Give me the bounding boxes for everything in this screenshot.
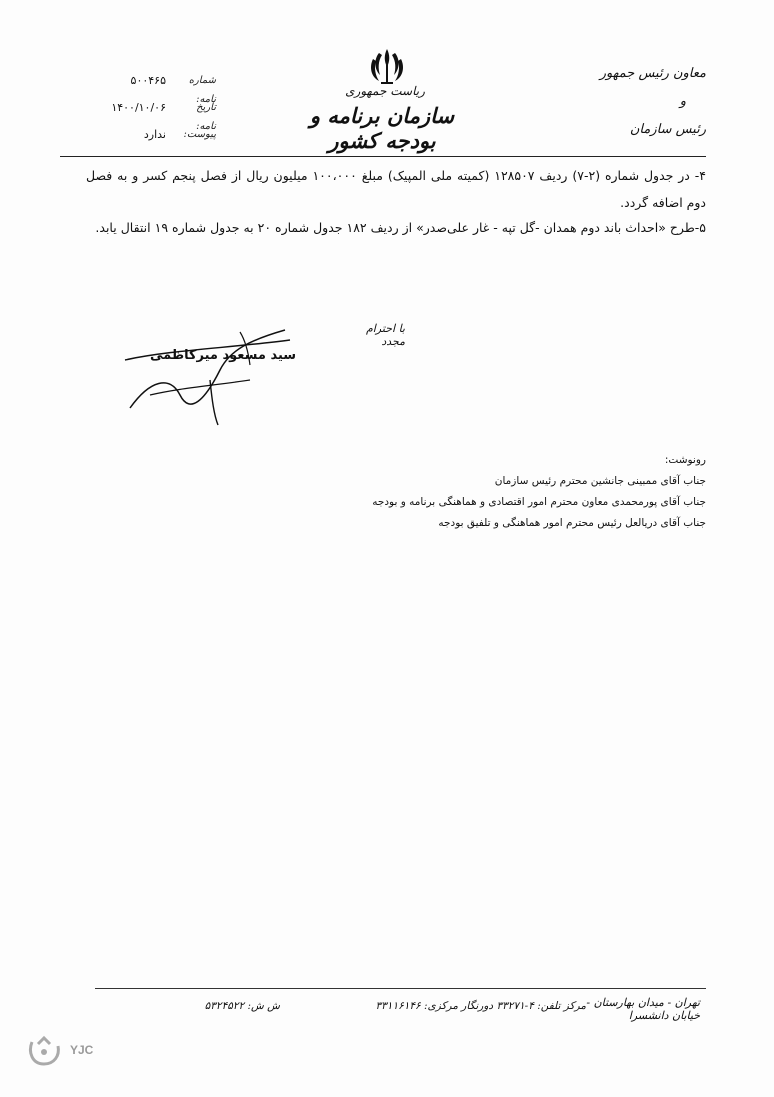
yjc-watermark [22, 1030, 112, 1070]
signatory-name: سید مسعود میرکاظمی [149, 348, 297, 363]
paragraph-item-4: ۴- در جدول شماره (۲-۷) ردیف ۱۲۸۵۰۷ (کمیته ملی المپیک) مبلغ ۱۰۰،۰۰۰ میلیون ریال از فصل پنجم کسر و به فصل دوم اضافه گردد. [86, 168, 707, 210]
footer-po-box: ش ش: ۵۳۲۴۵۲۲ [204, 1000, 280, 1012]
paragraph-item-5: ۵-طرح «احداث باند دوم همدان -گل تپه - غار علی‌صدر» از ردیف ۱۸۲ جدول شماره ۲۰ به جدول شماره ۱۹ انتقال یابد. [95, 220, 706, 235]
presidency-text: ریاست جمهوری [345, 84, 425, 98]
recipient-line-1: معاون رئیس جمهور [599, 66, 706, 81]
closing-phrase: با احترام مجدد [365, 322, 405, 348]
header-divider [60, 156, 706, 157]
organization-title: سازمان برنامه و بودجه کشور [309, 103, 455, 153]
cc-title: رونوشت: [664, 454, 706, 466]
recipient-line-2: و [679, 94, 686, 109]
letter-number-label: شماره نامه: [188, 75, 216, 105]
recipient-line-3: رئیس سازمان [629, 122, 706, 137]
cc-line: جناب آقای دریالعل رئیس محترم امور هماهنگی و تلفیق بودجه [438, 517, 706, 529]
attachment-value: ندارد [143, 128, 166, 141]
cc-line: جناب آقای ممبینی جانشین محترم رئیس سازمان [494, 475, 706, 487]
footer-phone-fax: مرکز تلفن: ۴-۳۳۲۷۱ دورنگار مرکزی: ۳۳۱۱۶۱۴۶ [375, 1000, 586, 1012]
watermark-text: YJC [70, 1043, 94, 1057]
letter-number-value: ۵۰۰۴۶۵ [130, 74, 166, 87]
attachment-label: پیوست: [183, 129, 216, 140]
letter-date-label: تاریخ نامه: [196, 102, 216, 132]
handwritten-signature [110, 320, 330, 430]
recipient-block [486, 60, 706, 144]
footer-divider [95, 988, 706, 989]
cc-block [346, 450, 706, 534]
iran-emblem-icon [365, 45, 409, 89]
yjc-logo-icon [22, 1030, 66, 1070]
cc-line: جناب آقای پورمحمدی معاون محترم امور اقتصادی و هماهنگی برنامه و بودجه [372, 496, 706, 508]
letter-date-value: ۱۴۰۰/۱۰/۰۶ [111, 101, 166, 114]
footer-address: تهران - میدان بهارستان - خیابان دانشسرا [586, 996, 700, 1022]
